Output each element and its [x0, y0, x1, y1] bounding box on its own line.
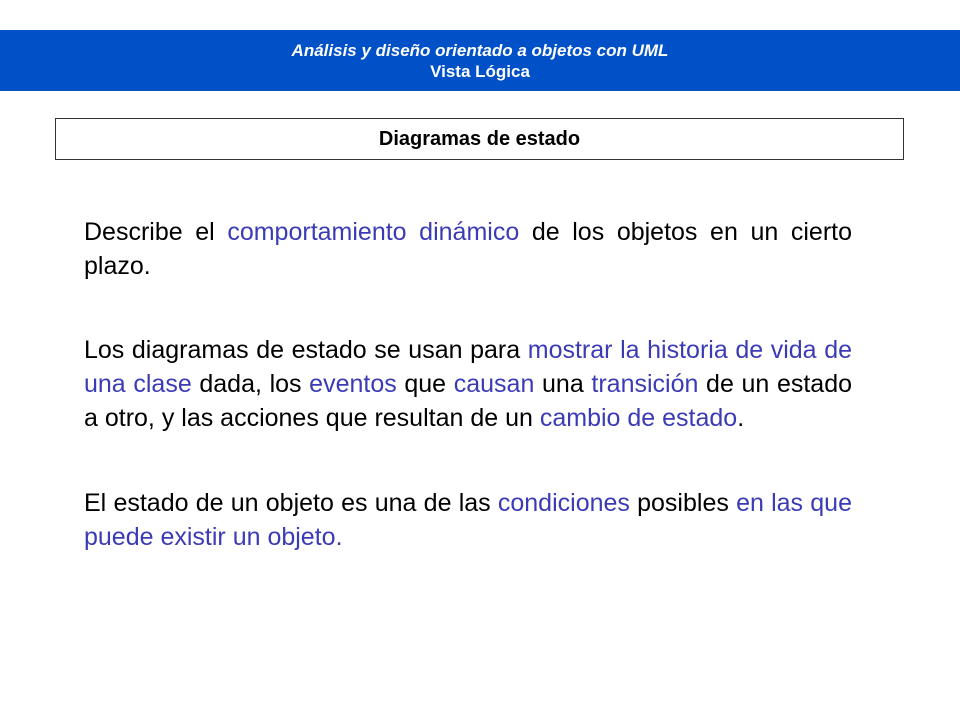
text-run: una — [534, 370, 592, 398]
text-run: posibles — [629, 489, 737, 517]
text-run: . — [737, 404, 745, 432]
text-run: El estado de un objeto es una de las — [84, 489, 498, 517]
view-subtitle: Vista Lógica — [430, 62, 530, 81]
highlight-term: condiciones — [497, 489, 630, 517]
highlight-term: causan — [453, 370, 535, 398]
highlight-term: eventos — [309, 370, 397, 398]
paragraph-definition — [84, 215, 852, 283]
highlight-term: comportamiento dinámico — [227, 218, 520, 246]
header-banner — [0, 30, 960, 91]
highlight-term: mostrar la historia de vida de una clase — [84, 336, 852, 398]
section-title: Diagramas de estado — [378, 128, 581, 150]
section-title-box — [55, 118, 904, 160]
slide-body — [84, 215, 852, 554]
highlight-term: en las que puede existir un objeto. — [84, 489, 852, 551]
paragraph-usage — [84, 333, 852, 435]
text-run: de un estado a otro, y las acciones que resultan de un — [84, 370, 853, 432]
paragraph-state-definition — [84, 486, 852, 554]
course-title: Análisis y diseño orientado a objetos con UML — [291, 41, 669, 60]
highlight-term: cambio de estado — [539, 404, 738, 432]
text-run: Describe el — [84, 218, 228, 246]
text-run: dada, los — [191, 370, 310, 398]
text-run: de los objetos en un cierto plazo. — [84, 218, 852, 280]
text-run: Los diagramas de estado se usan para — [84, 336, 528, 364]
text-run: que — [396, 370, 454, 398]
highlight-term: transición — [591, 370, 699, 398]
